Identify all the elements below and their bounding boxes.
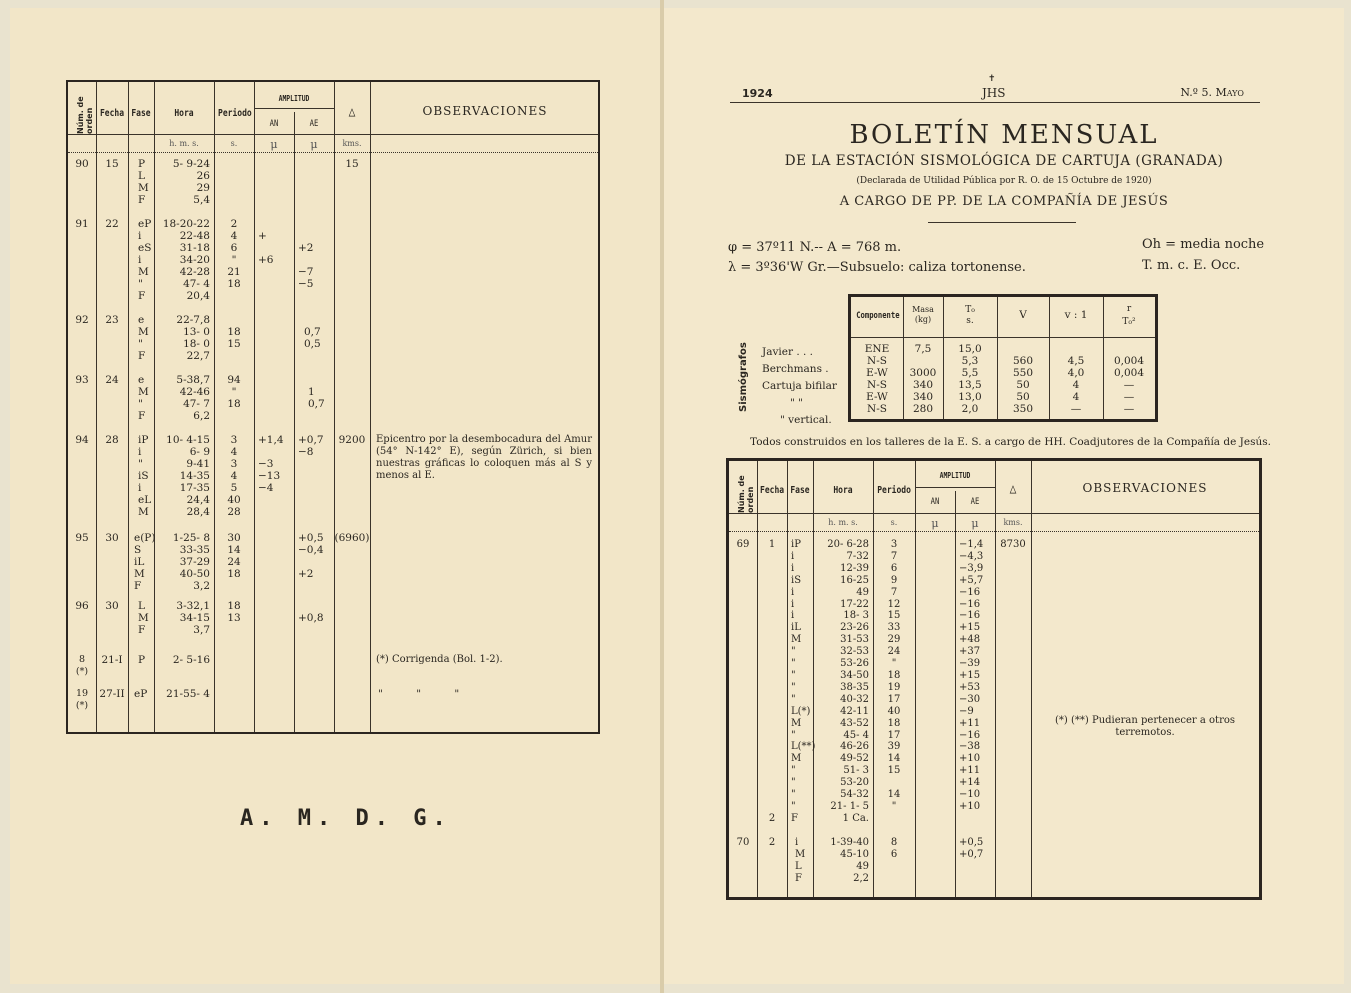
instrument-names	[762, 344, 837, 429]
ae-cell: 0,7 0,5	[304, 326, 321, 350]
fase-cell: eP i eS i M " F	[138, 218, 152, 302]
table-row	[729, 539, 1259, 827]
fase-cell: i M L F	[795, 837, 806, 884]
ae-cell: +2 −7 −5	[298, 242, 314, 290]
instrument-name: " "	[790, 397, 803, 409]
num-cell: 69	[736, 539, 750, 550]
col-header-num-orden: Núm. de orden	[737, 475, 755, 513]
hora-cell: 18-20-22 22-48 31-18 34-20 42-28 47- 4 20,4	[162, 218, 210, 302]
an-cell: +1,4 −3 −13 −4	[258, 434, 284, 494]
coords-line-1: φ = 37º11 N.-- A = 768 m.	[728, 240, 902, 255]
instrument-name: Javier . . .	[762, 346, 814, 358]
col-header-amplitud: AMPLITUD	[939, 471, 971, 480]
fecha-cell: 2	[768, 837, 776, 848]
instrument-name: Cartuja bifilar	[762, 380, 837, 392]
delta-cell: (6960)	[334, 532, 370, 544]
col-header-observaciones: OBSERVACIONES	[1082, 481, 1208, 495]
hora-cell: 1-39-40 45-10 49 2,2	[830, 837, 869, 884]
fecha-cell: 23	[105, 314, 119, 326]
observation-text: Epicentro por la desembocadura del Amur (54° N-142° E), según Zürich, si bien nuestras gráficas lo coloquen más al S y menos al E.	[376, 434, 592, 481]
hora-cell: 21-55- 4	[166, 688, 210, 700]
unit-hora: h. m. s.	[169, 139, 199, 148]
col-header-periodo: Periodo	[877, 485, 911, 496]
instr-t0-col: 15,0 5,3 5,5 13,5 13,0 2,0	[958, 343, 982, 415]
fase-cell: e(P) S iL M F	[134, 532, 156, 592]
col-header-fase: Fase	[790, 485, 810, 496]
fase-cell: eP	[134, 688, 148, 700]
observation-text: (*) (**) Pudieran pertenecer a otros terremotos.	[1055, 715, 1235, 738]
fase-cell: iP i " iS i eL M	[138, 434, 152, 518]
instr-header-masa: Masa (kg)	[912, 305, 934, 324]
unit-hora: h. m. s.	[828, 518, 858, 527]
ae-cell: 1 0,7	[308, 386, 325, 410]
delta-cell: 9200	[338, 434, 366, 446]
coords-right-2: T. m. c. E. Occ.	[1142, 258, 1241, 273]
num-cell: 96	[75, 600, 89, 612]
instr-header-t0: T₀ s.	[965, 305, 975, 326]
unit-periodo: s.	[890, 518, 898, 527]
observation-text: (*) Corrigenda (Bol. 1-2).	[376, 654, 503, 665]
col-header-hora: Hora	[833, 485, 853, 496]
periodo-cell: 18 13	[227, 600, 241, 624]
fecha-cell: 1 2	[768, 539, 776, 824]
right-seismic-table	[726, 458, 1262, 900]
instr-v-col: 560 550 50 50 350	[1012, 355, 1034, 415]
instrument-name: " vertical.	[780, 414, 832, 426]
col-header-num-orden: Núm. de orden	[76, 96, 94, 134]
right-page	[664, 8, 1344, 984]
fecha-cell: 30	[105, 532, 119, 544]
col-header-hora: Hora	[174, 108, 194, 119]
col-header-ae: AE	[970, 497, 980, 507]
fecha-cell: 24	[105, 374, 119, 386]
col-header-observaciones: OBSERVACIONES	[422, 104, 548, 118]
hora-cell: 10- 4-15 6- 9 9-41 14-35 17-35 24,4 28,4	[166, 434, 210, 518]
unit-an: μ	[270, 138, 278, 151]
col-header-an: AN	[930, 497, 940, 507]
instr-header-componente: Componente	[856, 311, 900, 321]
ae-cell: +0,5 −0,4 +2	[298, 532, 324, 580]
instruments-note: Todos construidos en los talleres de la E. S. a cargo de HH. Coadjutores de la Compañía de Jesús.	[750, 436, 1271, 448]
hora-cell: 20- 6-28 7-32 12-39 16-25 49 17-22 18- 3 23-26 31-53 32-53 53-26 34-50 38-35 40-32 42-11 43-52 45- 4 46-26 49-52 51- 3 53-20 54-32 21- 1- 5 1 Ca.	[827, 539, 869, 824]
col-header-delta: △	[348, 104, 356, 120]
table-row	[68, 600, 598, 640]
periodo-cell: 94 " 18	[227, 374, 241, 410]
table-row	[68, 314, 598, 370]
left-page	[10, 8, 662, 984]
instrument-name: Berchmans .	[762, 363, 829, 375]
col-header-fase: Fase	[131, 108, 151, 119]
instr-rt-col: 0,004 0,004 — — —	[1113, 355, 1145, 415]
bulletin-declared: (Declarada de Utilidad Pública por R. O. de 15 Octubre de 1920)	[856, 176, 1152, 186]
coords-right-1: Oh = media noche	[1142, 237, 1265, 252]
bulletin-title: BOLETÍN MENSUAL	[849, 120, 1159, 150]
fase-cell: iP i i iS i i i iL M " " " " " L(*) M " L(**) M " " " " F	[791, 539, 816, 824]
num-cell: 19 (*)	[75, 688, 89, 711]
instr-header-rt: r T₀²	[1122, 304, 1136, 327]
col-header-delta: △	[1009, 481, 1017, 497]
unit-an: μ	[931, 517, 939, 530]
col-header-ae: AE	[309, 119, 319, 129]
unit-ae: μ	[971, 517, 979, 530]
periodo-cell: 2 4 6 " 21 18	[227, 218, 241, 290]
fecha-cell: 28	[105, 434, 119, 446]
fase-cell: e M " F	[138, 374, 149, 422]
fecha-cell: 21-I	[101, 654, 123, 666]
instr-v1-col: 4,5 4,0 4 4 —	[1067, 355, 1085, 415]
an-cell: + +6	[258, 230, 274, 266]
sismografos-label: Sismógrafos	[738, 342, 749, 412]
table-row	[729, 837, 1259, 887]
header-bar	[730, 74, 1260, 103]
ae-cell: −1,4 −4,3 −3,9 +5,7 −16 −16 −16 +15 +48 +37 −39 +15 +53 −30 −9 +11 −16 −38 +10 +11 +14 −10 +10	[959, 539, 984, 812]
instr-masa-col: 7,5 3000 340 340 280	[909, 343, 937, 415]
col-header-fecha: Fecha	[760, 485, 785, 496]
fase-cell: P L M F	[138, 158, 149, 206]
unit-delta: kms.	[1003, 518, 1023, 527]
ae-cell: +0,8	[298, 612, 324, 624]
header-year: 1924	[742, 87, 773, 100]
instruments-table	[848, 294, 1158, 422]
unit-periodo: s.	[230, 139, 238, 148]
delta-cell: 15	[345, 158, 359, 170]
header-issue: N.º 5. Mayo	[1180, 86, 1244, 99]
fecha-cell: 27-II	[99, 688, 125, 700]
table-row	[68, 654, 598, 678]
instr-header-v: V	[1019, 309, 1027, 321]
observation-text: " " "	[378, 688, 460, 700]
num-cell: 94	[75, 434, 89, 446]
header-jhs: JHS	[982, 86, 1006, 100]
num-cell: 90	[75, 158, 89, 170]
num-cell: 95	[75, 532, 89, 544]
table-row	[68, 218, 598, 314]
delta-cell: 8730	[1000, 539, 1026, 550]
hora-cell: 2- 5-16	[172, 654, 210, 666]
periodo-cell: 3 4 3 4 5 40 28	[227, 434, 241, 518]
col-header-periodo: Periodo	[218, 108, 252, 119]
amdg-footer: A. M. D. G.	[240, 806, 452, 831]
fecha-cell: 15	[105, 158, 119, 170]
instr-header-v1: v : 1	[1064, 309, 1088, 321]
table-row	[68, 374, 598, 430]
hora-cell: 5- 9-24 26 29 5,4	[172, 158, 210, 206]
bulletin-charge: A CARGO DE PP. DE LA COMPAÑÍA DE JESÚS	[839, 194, 1169, 209]
ae-cell: +0,7 −8	[298, 434, 324, 458]
table-row	[68, 158, 598, 218]
cross-icon: ✝	[988, 74, 996, 84]
fecha-cell: 22	[105, 218, 119, 230]
bulletin-subtitle: DE LA ESTACIÓN SISMOLÓGICA DE CARTUJA (GRANADA)	[784, 153, 1224, 169]
fecha-cell: 30	[105, 600, 119, 612]
table-row	[68, 434, 598, 530]
fase-cell: L M F	[138, 600, 149, 636]
num-cell: 93	[75, 374, 89, 386]
hora-cell: 1-25- 8 33-35 37-29 40-50 3,2	[172, 532, 210, 592]
coords-line-2: λ = 3º36'W Gr.—Subsuelo: caliza tortonense.	[728, 260, 1026, 275]
col-header-an: AN	[269, 119, 279, 129]
num-cell: 70	[736, 837, 750, 848]
hora-cell: 3-32,1 34-15 3,7	[176, 600, 210, 636]
periodo-cell: 3 7 6 9 7 12 15 33 29 24 " 18 19 17 40 18 17 39 14 15 14 "	[887, 539, 901, 812]
num-cell: 8 (*)	[75, 654, 89, 677]
fase-cell: e M " F	[138, 314, 149, 362]
hora-cell: 22-7,8 13- 0 18- 0 22,7	[176, 314, 210, 362]
ae-cell: +0,5 +0,7	[959, 837, 984, 860]
unit-ae: μ	[310, 138, 318, 151]
periodo-cell: 30 14 24 18	[227, 532, 241, 580]
fase-cell: P	[138, 654, 146, 666]
table-row	[68, 688, 598, 712]
left-seismic-table	[66, 80, 600, 734]
col-header-amplitud: AMPLITUD	[278, 94, 310, 103]
table-row	[68, 532, 598, 592]
num-cell: 91	[75, 218, 89, 230]
instr-componente-col: ENE N-S E-W N-S E-W N-S	[864, 343, 890, 415]
col-header-fecha: Fecha	[99, 108, 125, 119]
periodo-cell: 18 15	[227, 326, 241, 350]
periodo-cell: 8 6	[890, 837, 898, 860]
unit-delta: kms.	[342, 139, 362, 148]
hora-cell: 5-38,7 42-46 47- 7 6,2	[176, 374, 210, 422]
num-cell: 92	[75, 314, 89, 326]
